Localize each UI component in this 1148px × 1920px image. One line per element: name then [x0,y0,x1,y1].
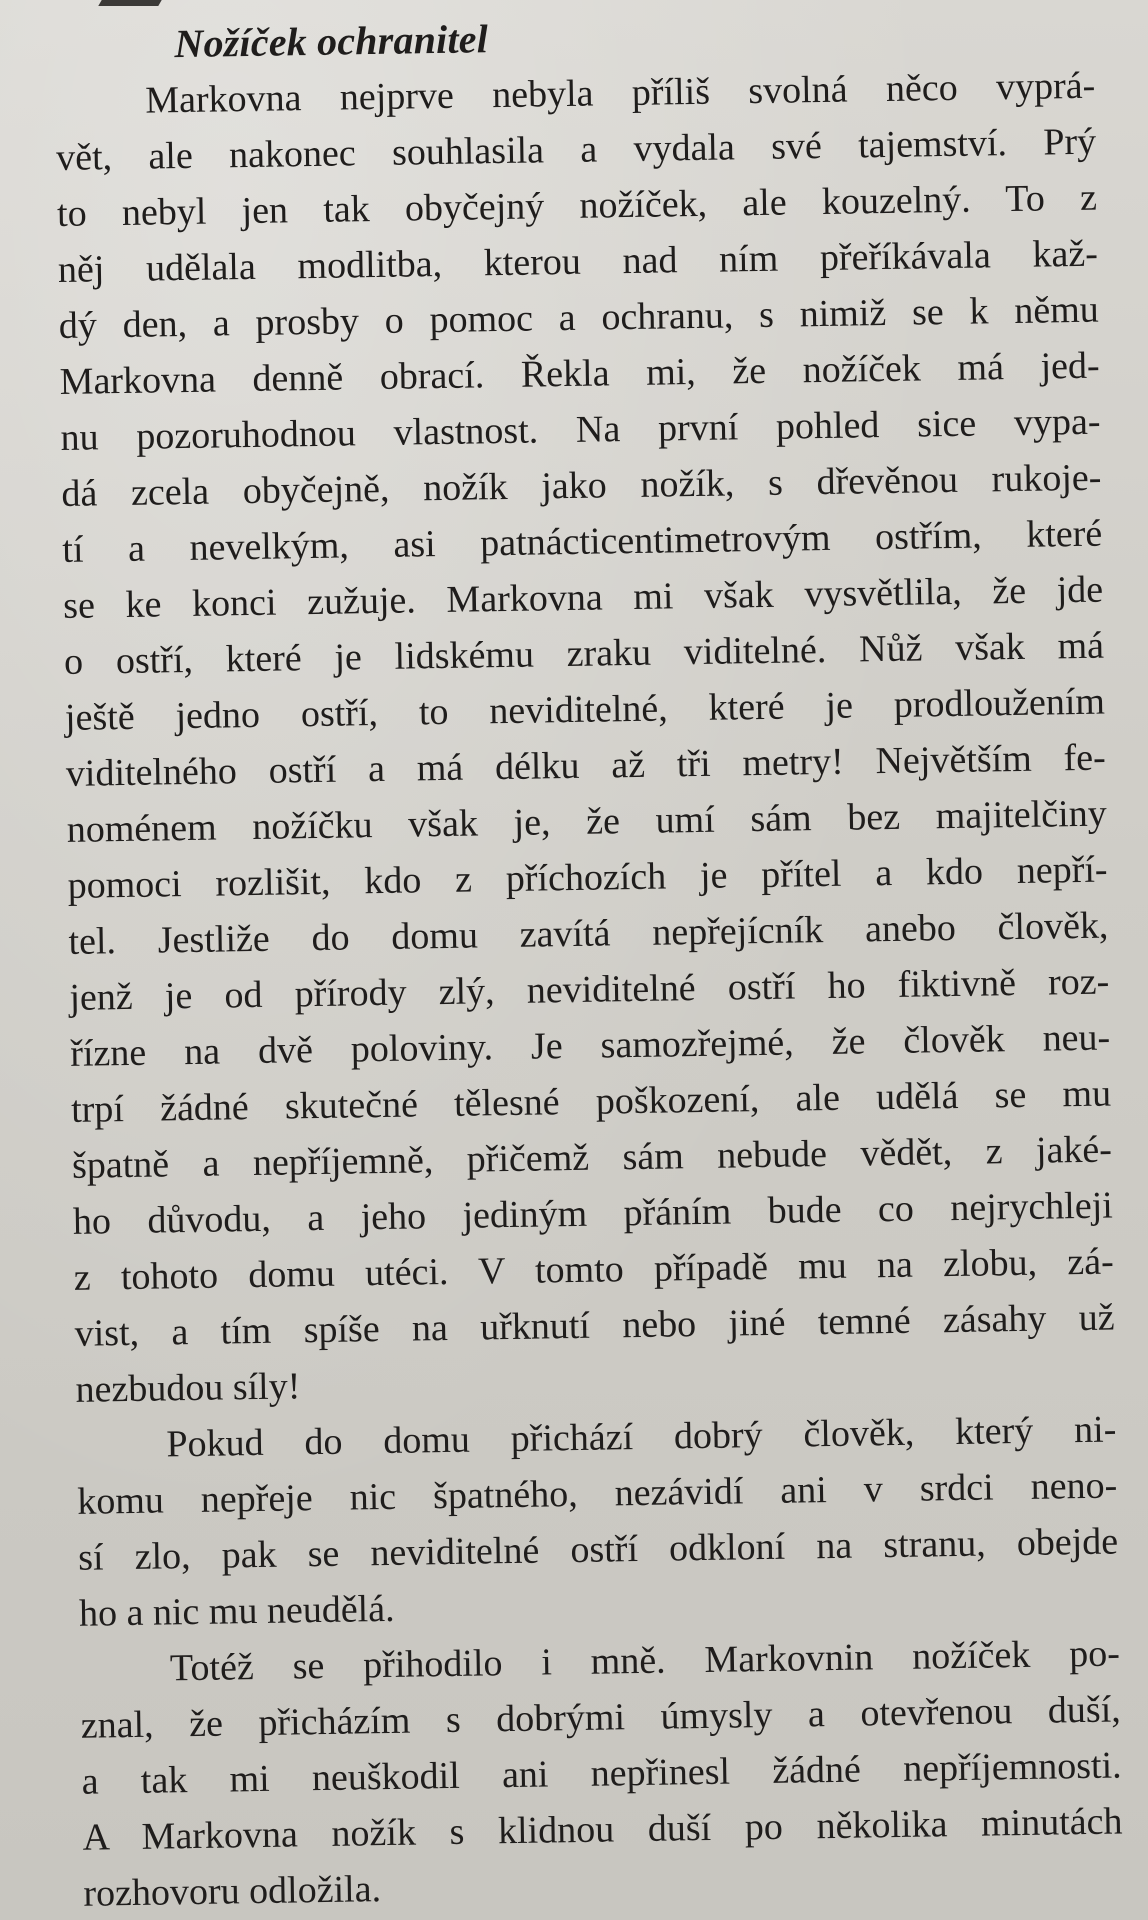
text-line: jenž je od přírody zlý, neviditelné ostří ho fiktivně roz- [69,960,1110,1019]
text-line: o ostří, které je lidskému zraku viditelné. Nůž však má [63,624,1105,683]
text-line: tí a nevelkým, asi patnácticentimetrovým ostřím, které [62,512,1103,571]
text-line: ho důvodu, a jeho jediným přáním bude co nejrychleji [72,1184,1114,1243]
text-line: trpí žádné skutečné tělesné poškození, ale udělá se mu [70,1072,1112,1131]
text-line: dý den, a prosby o pomoc a ochranu, s nimiž se k němu [58,288,1100,347]
text-line: Markovna nejprve nebyla příliš svolná něco vyprá- [144,64,1096,122]
text-line: dá zcela obyčejně, nožík jako nožík, s dřevěnou rukoje- [61,456,1102,515]
top-rule [98,0,161,6]
text-line: noménem nožíčku však je, že umí sám bez majitelčiny [66,792,1107,851]
text-line: Pokud do domu přichází dobrý člověk, který ni- [166,1408,1117,1466]
text-line: řízne na dvě poloviny. Je samozřejmé, že člověk neu- [69,1016,1111,1075]
paragraph-2 [76,1401,1119,1641]
text-line: z tohoto domu utéci. V tomto případě mu na zlobu, zá- [73,1240,1114,1299]
text-line: viditelného ostří a má délku až tři metry! Největším fe- [65,736,1107,795]
text-line: ještě jedno ostří, to neviditelné, které je prodloužením [64,680,1106,739]
text-line: znal, že přicházím s dobrými úmysly a otevřenou duší, [80,1688,1122,1747]
text-line: tel. Jestliže do domu zavítá nepřejícník anebo člověk, [68,904,1109,963]
text-line: nezbudou síly! [75,1365,301,1411]
text-line: špatně a nepříjemně, přičemž sám nebude vědět, z jaké- [71,1128,1113,1187]
page-text-block [54,2,1124,1920]
text-line: Markovna denně obrací. Řekla mi, že nožíček má jed- [59,344,1100,403]
text-line: to nebyl jen tak obyčejný nožíček, ale kouzelný. To z [56,176,1098,235]
text-line: vist, a tím spíše na uřknutí nebo jiné temné zásahy už [74,1296,1115,1355]
text-line: pomoci rozlišit, kdo z příchozích je přítel a kdo nepří- [67,848,1108,907]
text-line: A Markovna nožík s klidnou duší po několika minutách [82,1800,1123,1859]
text-line: něj udělala modlitba, kterou nad ním přeříkávala kaž- [57,232,1099,291]
text-line: ho a nic mu neudělá. [78,1587,395,1635]
text-line: vět, ale nakonec souhlasila a vydala své tajemství. Prý [55,120,1097,179]
section-title: Nožíček ochranitel [174,16,489,67]
text-line: sí zlo, pak se neviditelné ostří odkloní na stranu, obejde [77,1520,1119,1579]
text-line: se ke konci zužuje. Markovna mi však vysvětlila, že jde [62,568,1104,627]
paragraph-1 [55,58,1116,1418]
text-line: rozhovoru odložila. [83,1868,382,1915]
text-line: Totéž se přihodilo i mně. Markovnin nožíček po- [169,1632,1121,1690]
text-line: nu pozoruhodnou vlastnost. Na první pohled sice vypa- [60,400,1101,459]
text-line: komu nepřeje nic špatného, nezávidí ani v srdci neno- [76,1464,1118,1523]
text-line: a tak mi neuškodil ani nepřinesl žádné nepříjemnosti. [81,1744,1122,1803]
paragraph-3 [80,1625,1124,1920]
